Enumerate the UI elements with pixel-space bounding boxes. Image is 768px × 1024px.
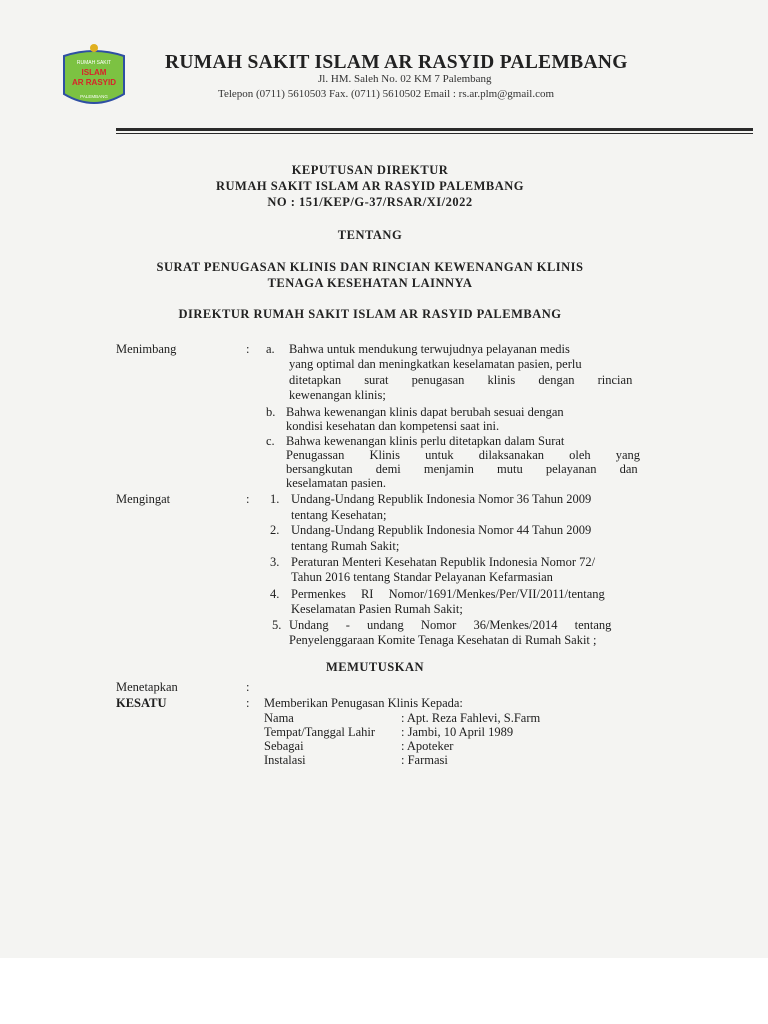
- menimbang-a-line: yang optimal dan meningkatkan keselamatan pasien, perlu: [289, 357, 582, 371]
- mengingat-5-line: Penyelenggaraan Komite Tenaga Kesehatan di Rumah Sakit ;: [289, 633, 597, 647]
- mengingat-4-line: Permenkes RI Nomor/1691/Menkes/Per/VII/2011/tentang: [291, 587, 605, 601]
- hospital-name: RUMAH SAKIT ISLAM AR RASYID PALEMBANG: [165, 52, 628, 73]
- menimbang-b-line: Bahwa kewenangan klinis dapat berubah sesuai dengan: [286, 405, 564, 419]
- field-label-ttl: Tempat/Tanggal Lahir: [264, 725, 376, 739]
- subject-line-2: TENAGA KESEHATAN LAINNYA: [267, 276, 473, 290]
- mengingat-3-line: Tahun 2016 tentang Standar Pelayanan Kefarmasian: [291, 570, 553, 584]
- subject-line-1: SURAT PENUGASAN KLINIS DAN RINCIAN KEWENANGAN KLINIS: [156, 260, 584, 274]
- mengingat-4-line: Keselamatan Pasien Rumah Sakit;: [291, 602, 463, 616]
- field-value-sebagai: : Apoteker: [401, 739, 454, 753]
- menimbang-mark-b: b.: [266, 405, 276, 419]
- menimbang-colon: :: [246, 342, 250, 356]
- field-value-ttl: : Jambi, 10 April 1989: [401, 725, 514, 739]
- mengingat-3-line: Peraturan Menteri Kesehatan Republik Indonesia Nomor 72/: [291, 555, 596, 569]
- menimbang-a-line: ditetapkan surat penugasan klinis dengan rincian: [289, 373, 633, 387]
- menimbang-label: Menimbang: [116, 342, 177, 356]
- field-label-nama: Nama: [264, 711, 294, 725]
- decree-issuer: RUMAH SAKIT ISLAM AR RASYID PALEMBANG: [216, 179, 524, 193]
- logo-text-4: PALEMBANG: [80, 94, 108, 99]
- menetapkan-colon: :: [246, 680, 250, 694]
- hospital-contact: Telepon (0711) 5610503 Fax. (0711) 5610502 Email : rs.ar.plm@gmail.com: [218, 88, 555, 100]
- field-value-nama: : Apt. Reza Fahlevi, S.Farm: [401, 711, 541, 725]
- menimbang-mark-c: c.: [266, 434, 275, 448]
- mengingat-2-line: Undang-Undang Republik Indonesia Nomor 44 Tahun 2009: [291, 523, 592, 537]
- menimbang-b-line: kondisi kesehatan dan kompetensi saat ini.: [286, 419, 500, 433]
- field-label-sebagai: Sebagai: [264, 739, 304, 753]
- decree-title: KEPUTUSAN DIREKTUR: [291, 163, 449, 177]
- mengingat-1-line: tentang Kesehatan;: [291, 508, 387, 522]
- logo-text-3: AR RASYID: [71, 78, 117, 87]
- tentang-heading: TENTANG: [337, 228, 403, 242]
- mengingat-mark-4: 4.: [270, 587, 280, 601]
- hospital-address: Jl. HM. Saleh No. 02 KM 7 Palembang: [318, 73, 492, 85]
- header-rule-thin: [116, 133, 753, 134]
- memutuskan-heading: MEMUTUSKAN: [325, 660, 425, 674]
- mengingat-5-line: Undang - undang Nomor 36/Menkes/2014 tentang: [289, 618, 612, 632]
- hospital-logo: [60, 42, 128, 114]
- field-value-instalasi: : Farmasi: [401, 753, 448, 767]
- menimbang-a-line: Bahwa untuk mendukung terwujudnya pelayanan medis: [289, 342, 570, 356]
- director-heading: DIREKTUR RUMAH SAKIT ISLAM AR RASYID PALEMBANG: [178, 307, 562, 321]
- mengingat-mark-5: 5.: [272, 618, 282, 632]
- header-rule-thick: [116, 128, 753, 131]
- mengingat-mark-2: 2.: [270, 523, 280, 537]
- logo-text-2: ISLAM: [81, 68, 107, 77]
- mengingat-mark-3: 3.: [270, 555, 280, 569]
- mengingat-1-line: Undang-Undang Republik Indonesia Nomor 36 Tahun 2009: [291, 492, 592, 506]
- menimbang-c-line: Penugassan Klinis untuk dilaksanakan oleh yang: [286, 448, 641, 462]
- mengingat-mark-1: 1.: [270, 492, 280, 506]
- mengingat-label: Mengingat: [116, 492, 171, 506]
- logo-text-1: RUMAH SAKIT: [76, 60, 112, 66]
- kesatu-label: KESATU: [116, 696, 167, 710]
- menetapkan-label: Menetapkan: [116, 680, 178, 694]
- mengingat-colon: :: [246, 492, 250, 506]
- menimbang-c-line: bersangkutan demi menjamin mutu pelayanan dan: [286, 462, 638, 476]
- mengingat-2-line: tentang Rumah Sakit;: [291, 539, 400, 553]
- menimbang-mark-a: a.: [266, 342, 275, 356]
- menimbang-c-line: Bahwa kewenangan klinis perlu ditetapkan dalam Surat: [286, 434, 565, 448]
- kesatu-colon: :: [246, 696, 250, 710]
- field-label-instalasi: Instalasi: [264, 753, 306, 767]
- menimbang-a-line: kewenangan klinis;: [289, 388, 386, 402]
- kesatu-intro: Memberikan Penugasan Klinis Kepada:: [264, 696, 463, 710]
- decree-number: NO : 151/KEP/G-37/RSAR/XI/2022: [267, 195, 473, 209]
- menimbang-c-line: keselamatan pasien.: [286, 476, 386, 490]
